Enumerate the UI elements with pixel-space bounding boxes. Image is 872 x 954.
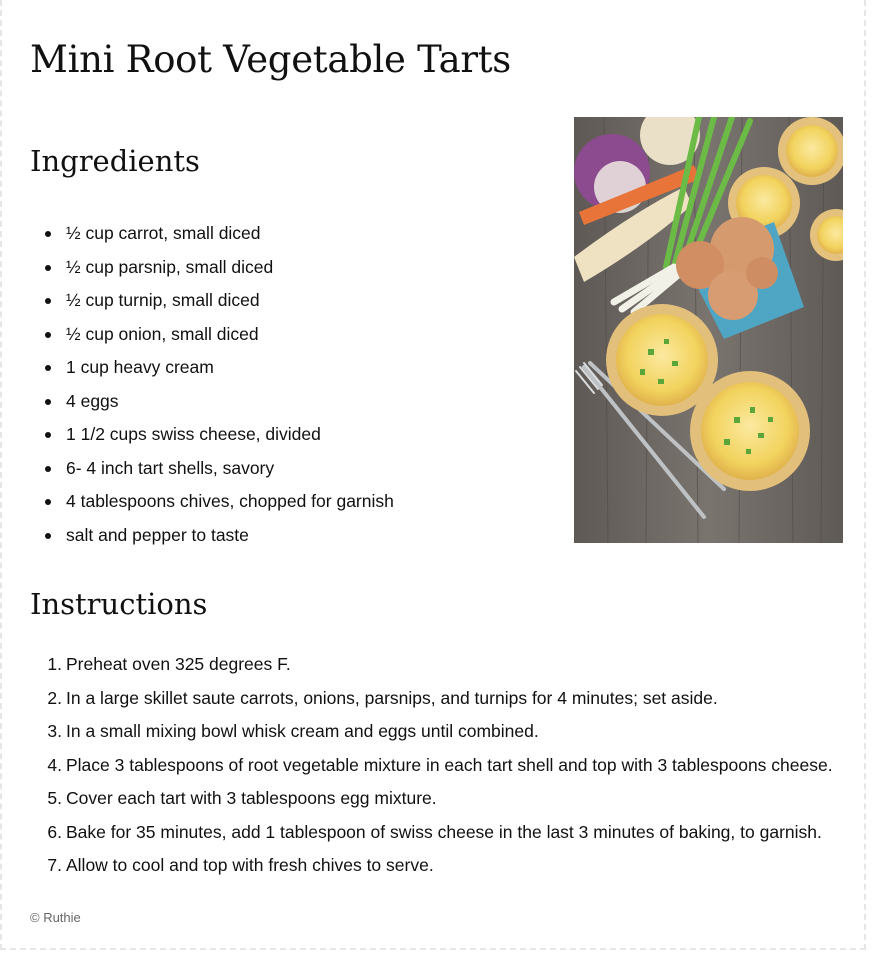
step-text: Cover each tart with 3 tablespoons egg mixture.	[66, 788, 437, 808]
ingredients-heading: Ingredients	[30, 144, 200, 178]
ingredient-item: 6- 4 inch tart shells, savory	[30, 453, 394, 487]
step-text: In a large skillet saute carrots, onions, parsnips, and turnips for 4 minutes; set aside.	[66, 687, 718, 708]
step-number: 2.	[47, 687, 62, 708]
step-text: In a small mixing bowl whisk cream and eggs until combined.	[66, 721, 539, 741]
ingredient-item: 1 cup heavy cream	[30, 352, 394, 386]
step-number: 6.	[47, 821, 62, 842]
instruction-step	[30, 850, 833, 884]
ingredient-item: 4 eggs	[30, 386, 394, 420]
step-number: 4.	[47, 754, 62, 775]
step-number: 7.	[47, 855, 62, 875]
instruction-step	[30, 783, 833, 817]
step-number: 5.	[47, 788, 62, 808]
instructions-list	[30, 649, 833, 884]
instruction-step	[30, 716, 833, 750]
step-number: 1.	[47, 654, 62, 674]
recipe-photo	[574, 117, 843, 543]
instructions-heading: Instructions	[30, 587, 208, 621]
step-text: Bake for 35 minutes, add 1 tablespoon of swiss cheese in the last 3 minutes of baking, to garnish.	[66, 821, 822, 842]
step-text: Preheat oven 325 degrees F.	[66, 654, 291, 674]
ingredient-item: salt and pepper to taste	[30, 520, 394, 554]
step-text: Place 3 tablespoons of root vegetable mixture in each tart shell and top with 3 tablespoons cheese.	[66, 754, 833, 775]
ingredient-item: ½ cup carrot, small diced	[30, 218, 394, 252]
ingredient-item: 4 tablespoons chives, chopped for garnish	[30, 486, 394, 520]
instruction-step	[30, 750, 833, 784]
ingredient-item: ½ cup turnip, small diced	[30, 285, 394, 319]
instruction-step	[30, 683, 833, 717]
step-number: 3.	[47, 721, 62, 741]
ingredients-list	[30, 218, 394, 553]
instruction-step	[30, 817, 833, 851]
ingredient-item: 1 1/2 cups swiss cheese, divided	[30, 419, 394, 453]
copyright-text: © Ruthie	[30, 910, 81, 925]
recipe-title: Mini Root Vegetable Tarts	[30, 38, 511, 81]
ingredient-item: ½ cup parsnip, small diced	[30, 252, 394, 286]
ingredient-item: ½ cup onion, small diced	[30, 319, 394, 353]
instruction-step	[30, 649, 833, 683]
step-text: Allow to cool and top with fresh chives to serve.	[66, 855, 434, 875]
